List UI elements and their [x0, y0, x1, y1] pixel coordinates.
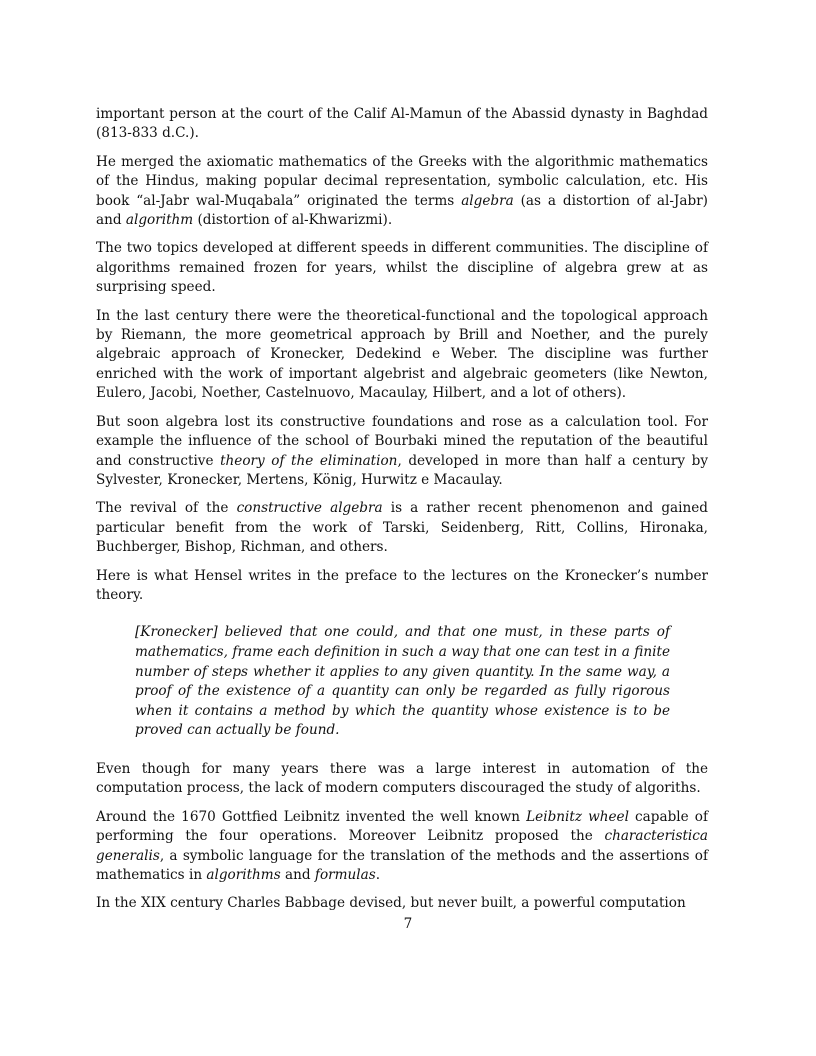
emphasis-constructive-algebra: constructive algebra [236, 500, 383, 517]
paragraph-2 [96, 153, 708, 231]
text-span: But soon algebra lost its constructive foundations and rose as a calculation tool. For example the influence of the school of Bourbaki mined the reputation of the beautiful and constructive [96, 413, 708, 469]
text-span: is a rather recent phenomenon and gained particular benefit from the work of Tarski, Seidenberg, Ritt, Collins, Hironaka, Buchberger, Bishop, Richman, and others. [96, 500, 708, 556]
page-number: 7 [403, 916, 413, 932]
paragraph-5 [96, 413, 708, 491]
paragraph-6 [96, 499, 708, 557]
emphasis-algorithms: algorithms [206, 866, 281, 883]
block-quote: [Kronecker] believed that one could, and that one must, in these parts of mathematics, frame each definition in such a way that one can test in a finite number of steps whether it applies to any given quantity. In the same way, a proof of the existence of a quantity can only be regarded as fully rigorous when it contains a method by which the quantity whose existence is to be proved can actually be found. [135, 624, 670, 739]
emphasis-formulas: formulas [314, 866, 376, 883]
paragraph-8: Even though for many years there was a large interest in automation of the computation process, the lack of modern computers discouraged the study of algoriths. [96, 760, 708, 797]
paragraph-4: In the last century there were the theoretical-functional and the topological approach by Riemann, the more geometrical approach by Brill and Noether, and the purely algebraic approach of Kronecker, Dedekind e Weber. The discipline was further enriched with the work of important algebrist and algebraic geometers (like Newton, Eulero, Jacobi, Noether, Castelnuovo, Macaulay, Hilbert, and a lot of others). [96, 307, 708, 402]
paragraph-1: important person at the court of the Calif Al-Mamun of the Abassid dynasty in Baghdad (813-833 d.C.). [96, 106, 708, 142]
emphasis-theory-elimination: theory of the elimination [220, 452, 398, 469]
paragraph-9 [96, 808, 708, 886]
paragraph-3: The two topics developed at different speeds in different communities. The discipline of algorithms remained frozen for years, whilst the discipline of algebra grew at as surprising speed. [96, 240, 708, 296]
text-span: , a symbolic language for the translation of the methods and the assertions of mathematics in [96, 847, 708, 883]
text-span: He merged the axiomatic mathematics of the Greeks with the algorithmic mathematics of the Hindus, making popular decimal representation, symbolic calculation, etc. His book “al-Jabr wal-Muqabala” originated the terms [96, 153, 708, 209]
text-span: The revival of the [96, 500, 237, 517]
page-body [96, 105, 708, 923]
paragraph-7: Here is what Hensel writes in the preface to the lectures on the Kronecker’s number theory. [96, 567, 708, 603]
text-span: and [280, 866, 315, 883]
emphasis-algebra: algebra [461, 192, 514, 209]
text-span: capable of performing the four operations. Moreover Leibnitz proposed the [96, 808, 708, 845]
text-span: Around the 1670 Gottfied Leibnitz invented the well known [96, 808, 527, 825]
emphasis-characteristica: characteristica generalis [96, 828, 708, 864]
text-span: , developed in more than half a century by Sylvester, Kronecker, Mertens, König, Hurwitz e Macaulay. [96, 452, 708, 488]
emphasis-algorithm: algorithm [125, 212, 194, 229]
paragraph-10: In the XIX century Charles Babbage devised, but never built, a powerful computation [96, 895, 686, 912]
emphasis-leibnitz-wheel: Leibnitz wheel [526, 808, 629, 825]
text-span: (as a distortion of al-Jabr) and [96, 192, 708, 229]
text-span: . [375, 866, 381, 883]
text-span: (distortion of al-Khwarizmi). [193, 212, 393, 229]
